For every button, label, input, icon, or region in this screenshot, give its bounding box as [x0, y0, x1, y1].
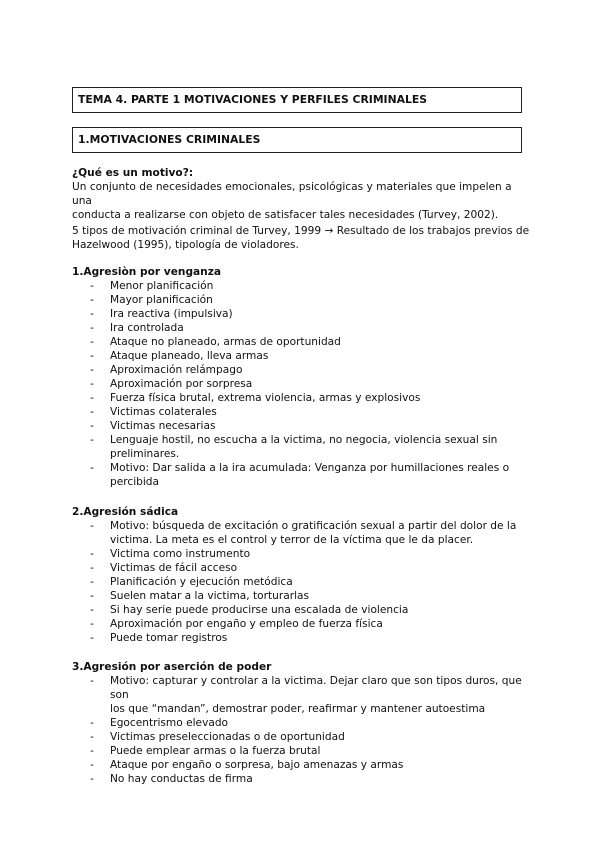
list-item: - Victimas colaterales — [72, 405, 532, 419]
list-item: - Puede emplear armas o la fuerza brutal — [72, 744, 532, 758]
bullet-list — [72, 519, 532, 645]
list-item: - Ataque planeado, lleva armas — [72, 349, 532, 363]
list-item: - Mayor planificación — [72, 293, 532, 307]
list-item: - Victimas preseleccionadas o de oportunidad — [72, 730, 532, 744]
list-item: - Victimas necesarias — [72, 419, 532, 433]
motive-definition-line: conducta a realizarse con objeto de satisfacer tales necesidades (Turvey, 2002). — [72, 209, 499, 221]
list-item: - Si hay serie puede producirse una escalada de violencia — [72, 603, 532, 617]
list-item: - Ataque por engaño o sorpresa, bajo amenazas y armas — [72, 758, 532, 772]
header-box: TEMA 4. PARTE 1 MOTIVACIONES Y PERFILES CRIMINALES — [72, 87, 522, 113]
list-item: - Aproximación relámpago — [72, 363, 532, 377]
list-item: - Fuerza física brutal, extrema violencia, armas y explosivos — [72, 391, 532, 405]
list-item: - Puede tomar registros — [72, 631, 532, 645]
list-item: - Ira controlada — [72, 321, 532, 335]
section-title: 1.Agresiòn por venganza — [72, 266, 222, 278]
list-item: - Menor planificación — [72, 279, 532, 293]
list-item: - No hay conductas de firma — [72, 772, 532, 786]
list-item-line: victima. La meta es el control y terror de la víctima que le da placer. — [110, 534, 474, 546]
types-intro-line: 5 tipos de motivación criminal de Turvey, 1999 → Resultado de los trabajos previos de — [72, 225, 530, 237]
motive-definition-line: Un conjunto de necesidades emocionales, psicológicas y materiales que impelen a una — [72, 181, 512, 207]
types-intro — [72, 224, 532, 252]
list-item: - Ataque no planeado, armas de oportunidad — [72, 335, 532, 349]
list-item: - Suelen matar a la victima, torturarlas — [72, 589, 532, 603]
list-item — [72, 433, 532, 461]
list-item: - Victimas de fácil acceso — [72, 561, 532, 575]
list-item-line: los que “mandan”, demostrar poder, reafirmar y mantener autoestima — [110, 703, 486, 715]
section-sadica — [72, 505, 532, 645]
section-heading-box: 1.MOTIVACIONES CRIMINALES — [72, 127, 522, 153]
bullet-list — [72, 279, 532, 489]
types-intro-line: Hazelwood (1995), tipología de violadores. — [72, 239, 299, 251]
list-item: - Egocentrismo elevado — [72, 716, 532, 730]
list-item: - Aproximación por sorpresa — [72, 377, 532, 391]
list-item-line: - Lenguaje hostil, no escucha a la victima, no negocia, violencia sexual sin — [110, 434, 498, 446]
motive-definition — [72, 166, 532, 222]
list-item — [72, 461, 532, 489]
bullet-list — [72, 674, 532, 786]
list-item: - Ira reactiva (impulsiva) — [72, 307, 532, 321]
list-item: - Victima como instrumento — [72, 547, 532, 561]
list-item-line: preliminares. — [110, 448, 180, 460]
section-title: 2.Agresión sádica — [72, 506, 179, 518]
list-item — [72, 519, 532, 547]
list-item-line: - Motivo: Dar salida a la ira acumulada: Venganza por humillaciones reales o — [110, 462, 510, 474]
list-item — [72, 674, 532, 716]
section-title: 3.Agresión por aserción de poder — [72, 661, 272, 673]
section-venganza — [72, 265, 532, 489]
section-asercion-poder — [72, 660, 532, 786]
list-item: - Planificación y ejecución metódica — [72, 575, 532, 589]
list-item-line: - Motivo: capturar y controlar a la victima. Dejar claro que son tipos duros, que son — [110, 675, 522, 701]
motive-question: ¿Qué es un motivo?: — [72, 167, 194, 179]
list-item-line: - Motivo: búsqueda de excitación o gratificación sexual a partir del dolor de la — [110, 520, 517, 532]
list-item: - Aproximación por engaño y empleo de fuerza física — [72, 617, 532, 631]
list-item-line: percibida — [110, 476, 160, 488]
